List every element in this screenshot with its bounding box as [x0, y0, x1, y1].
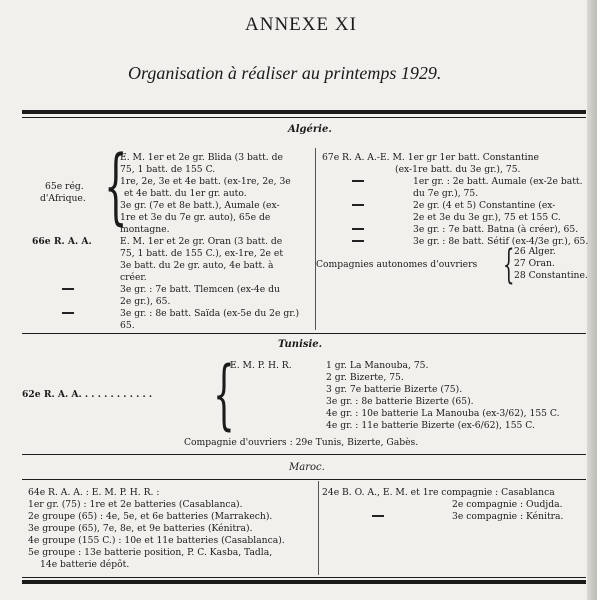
- r67-line: 67e R. A. A.-E. M. 1er gr 1er batt. Constantine: [322, 152, 539, 163]
- r66-line: créer.: [120, 272, 147, 283]
- ditto-dash: [62, 312, 74, 314]
- compagnies-brace: {: [503, 242, 515, 288]
- compagnie-item: 28 Constantine.: [514, 270, 588, 281]
- top-thin-rule: [22, 117, 586, 118]
- r66-line: 75, 1 batt. de 155 C.), ex-1re, 2e et: [120, 248, 284, 259]
- r67-line: du 7e gr.), 75.: [413, 188, 479, 199]
- tunisie-line: 4e gr. : 10e batterie La Manouba (ex-3/62), 155 C.: [326, 408, 560, 419]
- bottom-thin-rule: [22, 577, 586, 578]
- r66-line: 2e gr.), 65.: [120, 296, 171, 307]
- section-heading-maroc: Maroc.: [289, 462, 325, 473]
- compagnies-autonomes-label: Compagnies autonomes d'ouvriers: [316, 259, 478, 270]
- r65-line: E. M. 1er et 2e gr. Blida (3 batt. de: [120, 152, 283, 163]
- r65-line: 1re et 3e du 7e gr. auto), 65e de: [120, 212, 271, 223]
- maroc-right-line: 24e B. O. A., E. M. et 1re compagnie : Casablanca: [322, 487, 555, 498]
- r67-line: 2e gr. (4 et 5) Constantine (ex-: [413, 200, 556, 211]
- annex-title: ANNEXE XI: [245, 14, 357, 35]
- tunisie-line: 1 gr. La Manouba, 75.: [326, 360, 429, 371]
- ditto-dash: [352, 180, 364, 182]
- section-heading-tunisie: Tunisie.: [278, 339, 323, 350]
- ditto-dash: [352, 228, 364, 230]
- maroc-left-line: 3e groupe (65), 7e, 8e, et 9e batteries (Kénitra).: [28, 523, 253, 534]
- r65-label-line2: d'Afrique.: [40, 193, 86, 204]
- maroc-left-line: 4e groupe (155 C.) : 10e et 11e batteries (Casablanca).: [28, 535, 285, 546]
- algerie-column-divider: [315, 148, 316, 330]
- maroc-left-line: 5e groupe : 13e batterie position, P. C. Kasba, Tadla,: [28, 547, 273, 558]
- top-thick-rule: [22, 110, 586, 114]
- r65-line: et 4e batt. du 1er gr. auto.: [124, 188, 247, 199]
- tunisie-line: 3 gr. 7e batterie Bizerte (75).: [326, 384, 463, 395]
- r67-line: 1er gr. : 2e batt. Aumale (ex-2e batt.: [413, 176, 583, 187]
- section-rule: [22, 454, 586, 455]
- r67-line: 2e et 3e du 3e gr.), 75 et 155 C.: [413, 212, 561, 223]
- r66-line: 3e gr. : 7e batt. Tlemcen (ex-4e du: [120, 284, 280, 295]
- r62-label: 62e R. A. A. . . . . . . . . . . .: [22, 389, 153, 400]
- r65-line: 3e gr. (7e et 8e batt.), Aumale (ex-: [120, 200, 280, 211]
- tunisie-emphr: E. M. P. H. R.: [230, 360, 292, 371]
- r65-label-line1: 65e rég.: [45, 181, 84, 192]
- r66-line: E. M. 1er et 2e gr. Oran (3 batt. de: [120, 236, 283, 247]
- ditto-dash: [62, 288, 74, 290]
- r66-line: 65.: [120, 320, 135, 331]
- maroc-left-line: 14e batterie dépôt.: [40, 559, 130, 570]
- r65-line: montagne.: [120, 224, 170, 235]
- maroc-right-line: 2e compagnie : Oudjda.: [452, 499, 563, 510]
- ditto-dash: [352, 240, 364, 242]
- r66-line: 3e gr. : 8e batt. Saïda (ex-5e du 2e gr.): [120, 308, 300, 319]
- tunisie-line: 4e gr. : 11e batterie Bizerte (ex-6/62), 155 C.: [326, 420, 535, 431]
- page-edge-shadow: [587, 0, 597, 600]
- r67-line: 3e gr. : 7e batt. Batna (à créer), 65.: [413, 224, 579, 235]
- section-rule: [22, 333, 586, 334]
- maroc-left-line: 64e R. A. A. : E. M. P. H. R. :: [28, 487, 160, 498]
- page-subtitle: Organisation à réaliser au printemps 1929.: [128, 63, 442, 83]
- tunisie-compagnie: Compagnie d'ouvriers : 29e Tunis, Bizerte, Gabès.: [184, 437, 419, 448]
- maroc-right-line: 3e compagnie : Kénitra.: [452, 511, 564, 522]
- maroc-column-divider: [318, 481, 319, 575]
- compagnie-item: 26 Alger.: [514, 246, 556, 257]
- r66-label: 66e R. A. A.: [32, 236, 92, 247]
- r65-brace: {: [104, 139, 128, 234]
- maroc-left-line: 1er gr. (75) : 1re et 2e batteries (Casablanca).: [28, 499, 243, 510]
- r65-line: 75, 1 batt. de 155 C.: [120, 164, 216, 175]
- r67-line: (ex-1re batt. du 3e gr.), 75.: [395, 164, 521, 175]
- maroc-left-line: 2e groupe (65) : 4e, 5e, et 6e batteries (Marrakech).: [28, 511, 273, 522]
- r65-line: 1re, 2e, 3e et 4e batt. (ex-1re, 2e, 3e: [120, 176, 291, 187]
- ditto-dash: [372, 515, 384, 517]
- bottom-thick-rule: [22, 580, 586, 584]
- maroc-rule: [22, 479, 586, 480]
- section-heading-algerie: Algérie.: [288, 124, 332, 135]
- ditto-dash: [352, 204, 364, 206]
- tunisie-brace: {: [213, 349, 235, 438]
- compagnie-item: 27 Oran.: [514, 258, 555, 269]
- tunisie-line: 3e gr. : 8e batterie Bizerte (65).: [326, 396, 474, 407]
- r67-line: 3e gr. : 8e batt. Sétif (ex-4/3e gr.), 65.: [413, 236, 589, 247]
- r66-line: 3e batt. du 2e gr. auto, 4e batt. à: [120, 260, 274, 271]
- tunisie-line: 2 gr. Bizerte, 75.: [326, 372, 404, 383]
